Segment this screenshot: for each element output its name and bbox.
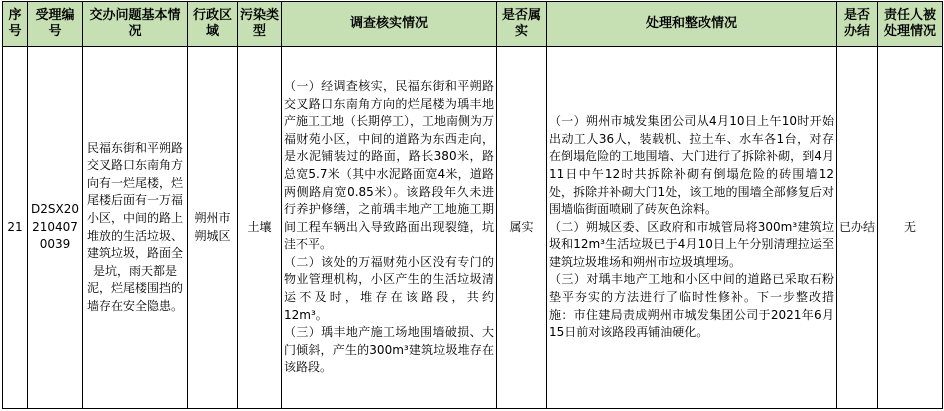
cell-is-true: 属实	[497, 47, 547, 409]
cell-seq: 21	[3, 47, 28, 409]
handling-paragraph-1: （一）朔州市城发集团公司从4月10日上午10时开始出动工人36人，装载机、拉土车、水车各1台，对存在倒塌危险的工地围墙、大门进行了拆除补砌，到4月11日中午12时共拆除补砌有倒塌危险的砖围墙12处，拆除并补砌大门1处，该工地的围墙全部修复后对围墙临街面喷刷了砖灰色涂料。	[549, 114, 834, 217]
investigation-paragraph-2: （二）该处的万福财苑小区没有专门的物业管理机构，小区产生的生活垃圾清运不及时，堆存在该路段，共约12m³。	[284, 254, 494, 322]
header-region: 行政区域	[188, 2, 238, 47]
investigation-paragraph-1: （一）经调查核实，民福东街和平朔路交叉路口东南角方向的烂尾楼为瑀丰地产施工工地（长期停工），工地南侧为万福财苑小区，中间的道路为东西走向，是水泥铺装过的路面，路长380米，路总宽5.7米（其中水泥路面宽4米，道路两侧路肩宽0.85米）。该路段年久未进行养护修缮，之前瑀丰地产工地施工期间工程车辆出入导致路面出现裂缝，坑洼不平。	[284, 78, 495, 252]
header-row	[3, 2, 943, 47]
header-problem: 交办问题基本情况	[83, 2, 188, 47]
table-row	[3, 47, 943, 409]
cell-case-id: D2SX20210407 0039	[28, 47, 83, 409]
handling-paragraph-3: （三）对瑀丰地产工地和小区中间的道路已采取石粉垫平夯实的方法进行了临时性修补。下一步整改措施：市住建局责成朔州市城发集团公司于2021年6月15日前对该路段再铺油硬化。	[549, 272, 834, 340]
complaint-table	[2, 1, 943, 409]
header-case-id: 受理编号	[28, 2, 83, 47]
cell-responsible: 无	[878, 47, 943, 409]
handling-paragraph-2: （二）朔城区委、区政府和市城管局将300m³建筑垃圾和12m³生活垃圾已于4月10日上午分别清理拉运至建筑垃圾堆场和朔州市垃圾填埋场。	[549, 219, 834, 269]
header-pollution-type: 污染类型	[238, 2, 282, 47]
header-investigation: 调查核实情况	[282, 2, 497, 47]
cell-pollution-type: 土壤	[238, 47, 282, 409]
header-is-closed: 是否办结	[837, 2, 878, 47]
cell-handling	[547, 47, 837, 409]
header-responsible: 责任人被处理情况	[878, 2, 943, 47]
cell-is-closed: 已办结	[837, 47, 878, 409]
header-handling: 处理和整改情况	[547, 2, 837, 47]
cell-problem: 民福东街和平朔路交叉路口东南角方向有一烂尾楼，烂尾楼后面有一万福小区，中间的路上堆放的生活垃圾、建筑垃圾，路面全是坑，雨天都是泥，烂尾楼围挡的墙存在安全隐患。	[83, 47, 188, 409]
investigation-paragraph-3: （三）瑀丰地产施工场地围墙破损、大门倾斜，产生的300m³建筑垃圾堆存在该路段。	[284, 325, 494, 375]
header-seq: 序号	[3, 2, 28, 47]
header-is-true: 是否属实	[497, 2, 547, 47]
cell-investigation	[282, 47, 497, 409]
cell-region: 朔州市朔城区	[188, 47, 238, 409]
